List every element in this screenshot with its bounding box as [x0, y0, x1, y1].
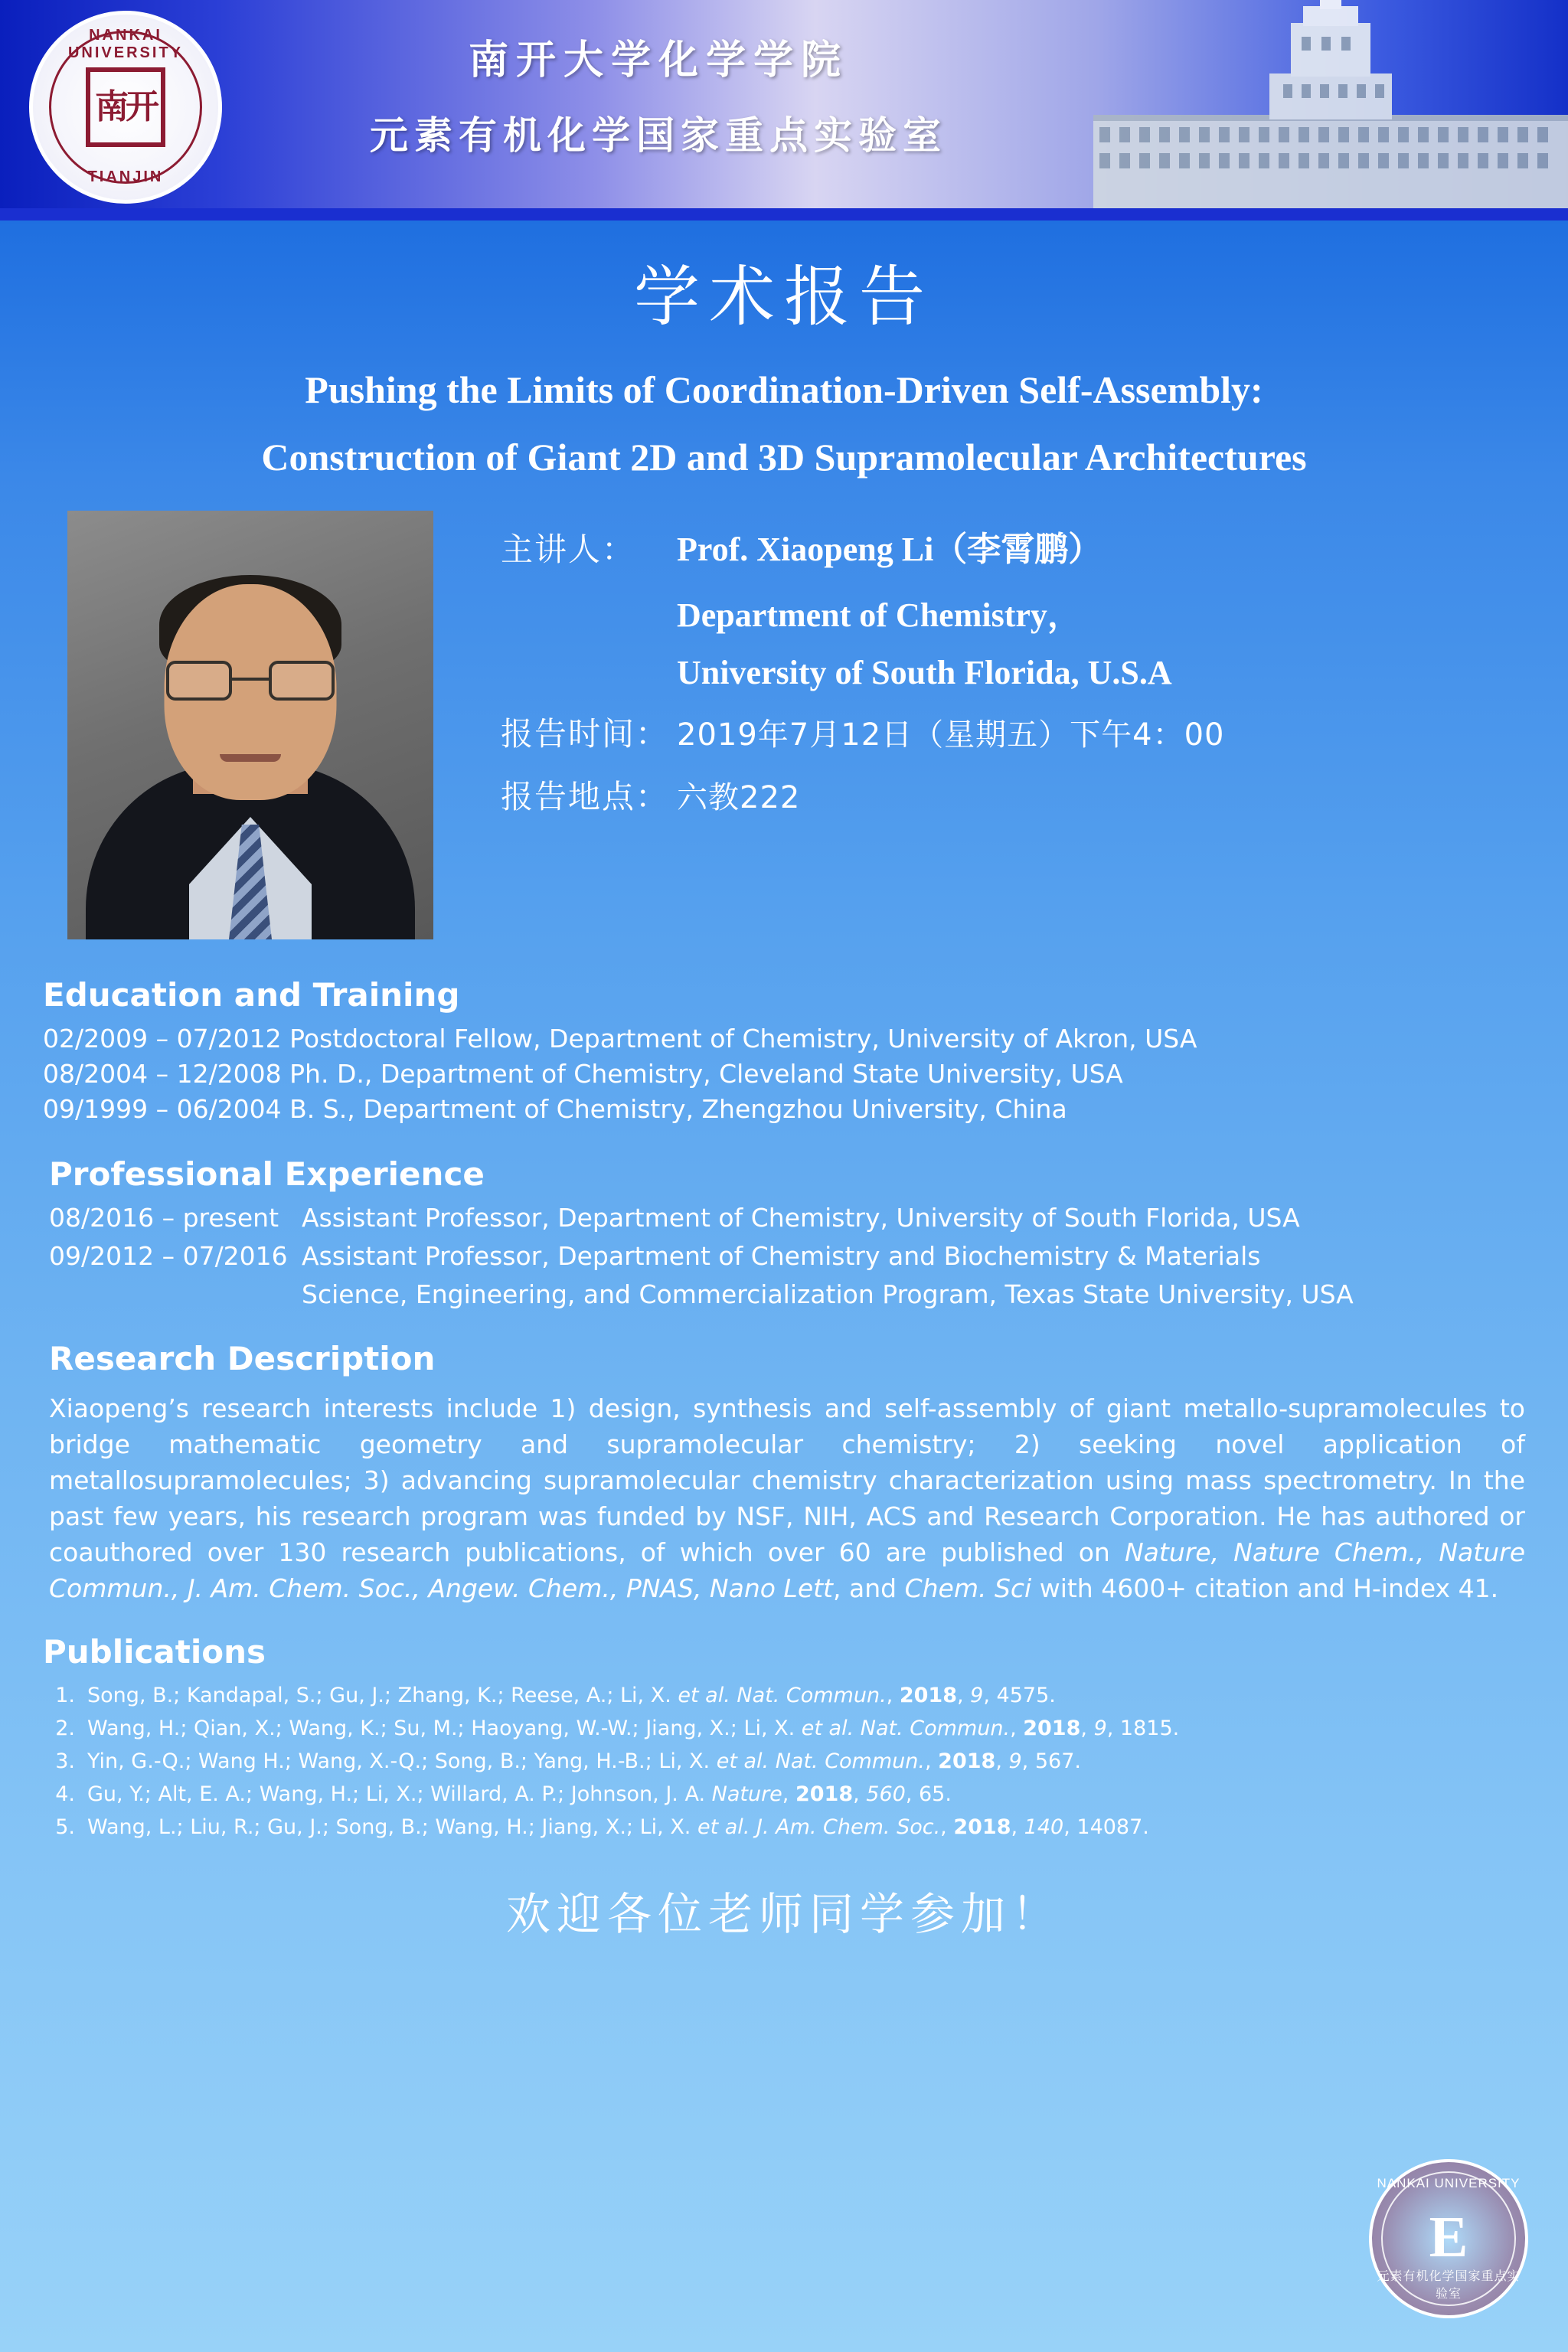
publication-journal: Nature: [711, 1782, 782, 1806]
speaker-name-row: [501, 521, 1225, 570]
page-header: [0, 0, 1568, 220]
publication-year: 2018: [795, 1782, 854, 1806]
education-item: 08/2004 – 12/2008 Ph. D., Department of Chemistry, Cleveland State University, USA: [43, 1059, 1123, 1089]
publication-item: [43, 1746, 1525, 1777]
publication-authors: Gu, Y.; Alt, E. A.; Wang, H.; Li, X.; Willard, A. P.; Johnson, J. A.: [87, 1782, 712, 1806]
research-section: [49, 1340, 1525, 1606]
experience-item: [49, 1240, 1525, 1276]
talk-place-row: [501, 772, 1225, 818]
publication-etal: et al: [716, 1749, 763, 1773]
publication-volume: 9: [1008, 1749, 1022, 1773]
talk-time-row: [501, 709, 1225, 755]
publication-journal: . Nat. Commun.: [724, 1683, 887, 1707]
publication-text: Yin, G.-Q.; Wang H.; Wang, X.-Q.; Song, B.; Yang, H.-B.; Li, X. et al. Nat. Commun., 2018, 9, 567.: [87, 1749, 1081, 1773]
publication-number: 4.: [55, 1782, 75, 1806]
publication-volume: 140: [1024, 1815, 1064, 1839]
publication-number: 3.: [55, 1749, 75, 1773]
publication-etal: et al: [678, 1683, 724, 1707]
publication-item: [43, 1779, 1525, 1810]
publication-volume: 560: [866, 1782, 906, 1806]
nankai-university-logo: [29, 11, 222, 204]
publication-pages: 65.: [919, 1782, 952, 1806]
speaker-label: 主讲人：: [501, 531, 636, 568]
talk-title: [37, 364, 1531, 483]
experience-text: Assistant Professor, Department of Chemistry, University of South Florida, USA: [302, 1202, 1300, 1233]
publication-journal: . J. Am. Chem. Soc.: [743, 1815, 941, 1839]
photo-mouth: [220, 754, 281, 762]
seal-bottom-text: 元素有机化学国家重点实验室: [1377, 2270, 1521, 2301]
research-journals-1: Nature, Nature Chem., Nature Commun., J. Am. Chem. Soc., Angew. Chem., PNAS, Nano Lett: [49, 1537, 1525, 1603]
publication-year: 2018: [938, 1749, 996, 1773]
experience-text-continued: Science, Engineering, and Commercialization Program, Texas State University, USA: [302, 1279, 1354, 1310]
experience-item: [49, 1202, 1525, 1237]
poster-body: [0, 220, 1568, 2352]
talk-time-label: 报告时间：: [501, 715, 670, 753]
publications-list: [43, 1680, 1525, 1843]
talk-place-value: 六教222: [677, 780, 801, 815]
speaker-section: [0, 511, 1568, 939]
logo-top-text: NANKAI UNIVERSITY: [67, 27, 184, 61]
education-title: Education and Training: [43, 976, 460, 1014]
experience-text: Assistant Professor, Department of Chemistry and Biochemistry & Materials: [302, 1240, 1261, 1271]
talk-time-value: 2019年7月12日（星期五）下午4：00: [677, 717, 1225, 753]
education-item: 02/2009 – 07/2012 Postdoctoral Fellow, Department of Chemistry, University of Akron, USA: [43, 1024, 1197, 1054]
publication-authors: Wang, H.; Qian, X.; Wang, K.; Su, M.; Haoyang, W.-W.; Jiang, X.; Li, X.: [87, 1716, 802, 1740]
experience-date: 09/2012 – 07/2016: [49, 1240, 288, 1271]
publication-volume: 9: [1093, 1716, 1107, 1740]
poster-headline: 学术报告: [634, 259, 934, 335]
publication-pages: 4575.: [996, 1683, 1056, 1707]
research-paragraph: [49, 1391, 1525, 1606]
education-list: [43, 1023, 1525, 1126]
publication-year: 2018: [899, 1683, 957, 1707]
talk-title-line2: Construction of Giant 2D and 3D Supramolecular Architectures: [261, 435, 1307, 479]
header-title-school: 南开大学化学学院: [468, 37, 848, 83]
glasses-icon: [166, 661, 335, 702]
publication-text: Gu, Y.; Alt, E. A.; Wang, H.; Li, X.; Willard, A. P.; Johnson, J. A. Nature, 2018, 560, 65.: [87, 1782, 952, 1806]
publication-item: [43, 1811, 1525, 1843]
publication-item: [43, 1680, 1525, 1711]
publication-authors: Wang, L.; Liu, R.; Gu, J.; Song, B.; Wang, H.; Jiang, X.; Li, X.: [87, 1815, 697, 1839]
publication-text: Wang, L.; Liu, R.; Gu, J.; Song, B.; Wang, H.; Jiang, X.; Li, X. et al. J. Am. Chem. Soc., 2018, 140, 14087.: [87, 1815, 1149, 1839]
speaker-name: Prof. Xiaopeng Li（李霄鹏）: [677, 531, 1102, 568]
research-title: Research Description: [49, 1340, 436, 1378]
experience-date: 08/2016 – present: [49, 1202, 279, 1233]
seal-letter-icon: E: [1429, 2204, 1468, 2269]
publication-item: [43, 1713, 1525, 1744]
logo-bottom-text: TIANJIN: [87, 168, 164, 185]
speaker-details: [501, 511, 1225, 835]
research-journals-2: Chem. Sci: [904, 1573, 1032, 1603]
publication-pages: 567.: [1034, 1749, 1081, 1773]
publication-number: 5.: [55, 1815, 75, 1839]
header-bottom-bar: [0, 208, 1568, 220]
seal-top-text: NANKAI UNIVERSITY: [1377, 2176, 1521, 2190]
publications-section: [43, 1633, 1525, 1843]
publication-journal: . Nat. Commun.: [847, 1716, 1011, 1740]
publication-text: Wang, H.; Qian, X.; Wang, K.; Su, M.; Haoyang, W.-W.; Jiang, X.; Li, X. et al. Nat. Commun., 2018, 9, 1815.: [87, 1716, 1180, 1740]
publication-year: 2018: [953, 1815, 1011, 1839]
experience-title: Professional Experience: [49, 1155, 485, 1193]
talk-place-label: 报告地点：: [501, 778, 670, 815]
nankai-main-building-illustration: [1093, 0, 1568, 208]
publication-text: Song, B.; Kandapal, S.; Gu, J.; Zhang, K.; Reese, A.; Li, X. et al. Nat. Commun., 2018, 9, 4575.: [87, 1683, 1056, 1707]
research-text-mid: , and: [833, 1573, 905, 1603]
publication-number: 2.: [55, 1716, 75, 1740]
glasses-left-lens: [166, 661, 232, 701]
education-section: [43, 976, 1525, 1126]
publication-pages: 1815.: [1119, 1716, 1180, 1740]
talk-title-line1: Pushing the Limits of Coordination-Driven Self-Assembly:: [305, 368, 1263, 411]
logo-shield-icon: 南开: [86, 67, 165, 147]
experience-list: [49, 1202, 1525, 1312]
publication-etal: et al: [801, 1716, 848, 1740]
glasses-bridge: [232, 678, 269, 681]
publication-pages: 14087.: [1076, 1815, 1149, 1839]
publication-journal: . Nat. Commun.: [762, 1749, 925, 1773]
publication-etal: et al: [697, 1815, 743, 1839]
research-text-pre: Xiaopeng’s research interests include 1) design, synthesis and self-assembly of giant metallo-supramolecules to bridge mathematic geometry and supramolecular chemistry; 2) seeking novel application of metallosupramolecules; 3) advancing supramolecular chemistry characterization using mass spectrometry. In the past few years, his research program was funded by NSF, NIH, ACS and Research Corporation. He has authored or coauthored over 130 research publications, of which over 60 are published on: [49, 1393, 1525, 1567]
publication-authors: Yin, G.-Q.; Wang H.; Wang, X.-Q.; Song, B.; Yang, H.-B.; Li, X.: [87, 1749, 717, 1773]
experience-section: [49, 1155, 1525, 1312]
publication-volume: 9: [970, 1683, 984, 1707]
glasses-right-lens: [269, 661, 335, 701]
welcome-message: 欢迎各位老师同学参加！: [505, 1887, 1062, 1940]
education-item: 09/1999 – 06/2004 B. S., Department of Chemistry, Zhengzhou University, China: [43, 1094, 1067, 1125]
publication-authors: Song, B.; Kandapal, S.; Gu, J.; Zhang, K.; Reese, A.; Li, X.: [87, 1683, 678, 1707]
speaker-affiliation-1: Department of Chemistry，: [677, 596, 1081, 634]
header-title-group: [253, 28, 1064, 160]
publication-year: 2018: [1023, 1716, 1081, 1740]
header-title-lab: 元素有机化学国家重点实验室: [370, 113, 947, 158]
lab-seal-stamp: [1369, 2159, 1528, 2318]
research-text-post: with 4600+ citation and H-index 41.: [1031, 1573, 1499, 1603]
publications-title: Publications: [43, 1632, 266, 1671]
publication-number: 1.: [55, 1683, 75, 1707]
speaker-affiliation-2: University of South Florida, U.S.A: [677, 654, 1172, 691]
speaker-photo: [67, 511, 433, 939]
